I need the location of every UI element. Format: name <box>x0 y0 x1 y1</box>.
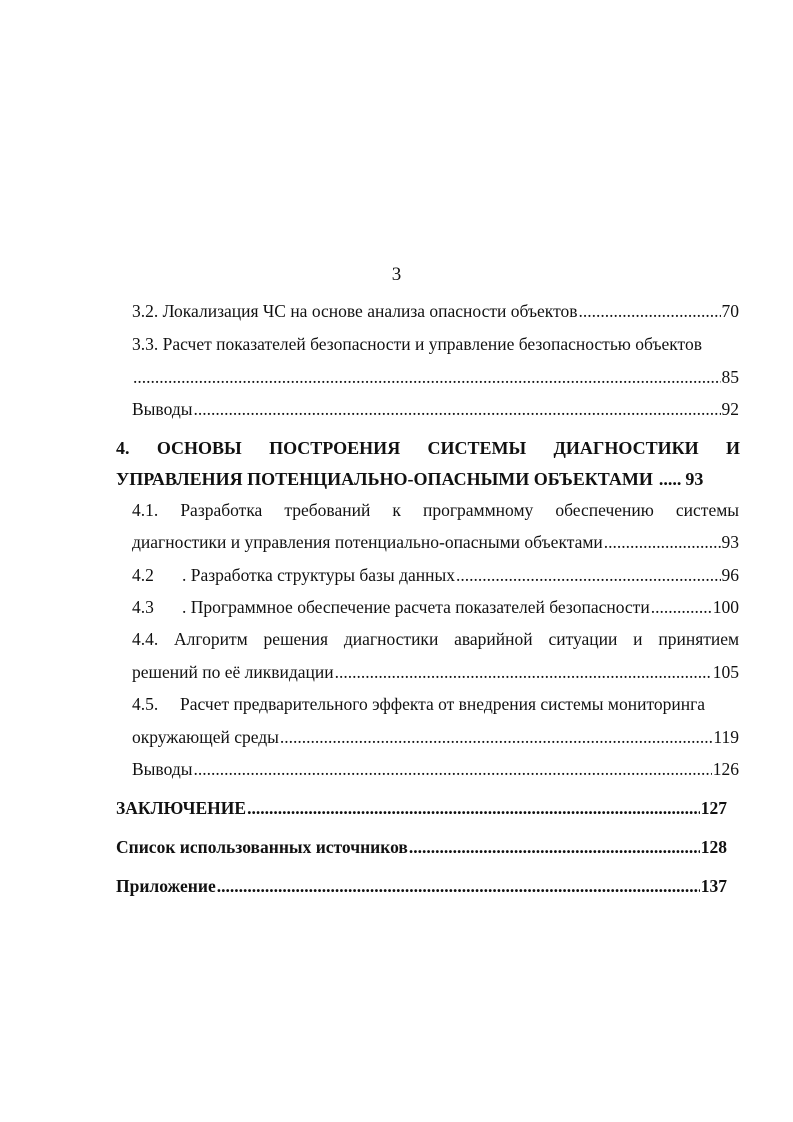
toc-entry-3-conclusions[interactable] <box>132 398 739 420</box>
toc-entry-title: решений по её ликвидации <box>132 662 334 682</box>
leader-dots <box>604 531 721 553</box>
section-title-word: программному <box>422 500 534 520</box>
toc-page-number: 70 <box>721 301 739 321</box>
toc-page-number: 93 <box>685 469 704 489</box>
toc-entry-3-3-line2[interactable] <box>132 366 739 388</box>
section-title-word: принятием <box>658 629 740 649</box>
toc-page-number: 85 <box>721 367 739 387</box>
toc-entry-title: . Программное обеспечение расчета показателей безопасности <box>182 597 650 617</box>
toc-page-number: 119 <box>713 727 739 747</box>
section-number: 4.5. <box>132 694 159 714</box>
toc-page-number: 100 <box>712 597 739 617</box>
toc-entry-4-4-line1[interactable] <box>132 628 739 650</box>
toc-entry-title: ЗАКЛЮЧЕНИЕ <box>116 798 247 818</box>
toc-entry-4-1-line1[interactable] <box>132 499 739 521</box>
leader-dots <box>651 596 712 618</box>
toc-entry-4-5-line1[interactable] <box>132 693 739 715</box>
page-number: 3 <box>391 264 402 285</box>
leader-dots <box>193 398 720 420</box>
toc-entry-title: Выводы <box>132 759 193 779</box>
section-number: 4.2 <box>132 565 154 585</box>
toc-entry-4-4-line2[interactable] <box>132 661 739 683</box>
leader-dots <box>579 300 721 322</box>
toc-entry-title: . Разработка структуры базы данных <box>182 565 455 585</box>
chapter-title-word: ДИАГНОСТИКИ <box>553 438 699 458</box>
leader-dots <box>280 726 712 748</box>
toc-page-number: 137 <box>700 876 727 896</box>
toc-entry-title: 3.2. Локализация ЧС на основе анализа опасности объектов <box>132 301 578 321</box>
leader-dots <box>247 797 700 819</box>
toc-page-number: 96 <box>721 565 739 585</box>
section-number: 4.1. <box>132 500 159 520</box>
leader-dots: ..... <box>658 469 682 489</box>
toc-entry-4-5-line2[interactable] <box>132 726 739 748</box>
chapter-title-word: ОСНОВЫ <box>156 438 242 458</box>
leader-dots <box>409 836 700 858</box>
section-title-word: диагностики <box>343 629 439 649</box>
section-title-word: и <box>633 629 643 649</box>
toc-entry-title: Расчет предварительного эффекта от внедрения системы мониторинга <box>180 694 706 714</box>
section-title-word: системы <box>675 500 740 520</box>
leader-dots <box>217 875 700 897</box>
chapter-title-word: ПОСТРОЕНИЯ <box>269 438 401 458</box>
toc-entry-4-3[interactable] <box>132 596 739 618</box>
toc-page-number: 127 <box>700 798 727 818</box>
toc-page-number: 92 <box>721 399 739 419</box>
section-title-word: к <box>392 500 401 520</box>
section-title-word: решения <box>263 629 329 649</box>
toc-chapter-4-line2[interactable] <box>116 468 703 490</box>
chapter-number: 4. <box>116 438 130 458</box>
toc-entry-4-2[interactable] <box>132 564 739 586</box>
toc-entry-title: 3.3. Расчет показателей безопасности и управление безопасностью объектов <box>132 334 702 354</box>
leader-dots <box>133 366 721 388</box>
section-number: 4.3 <box>132 597 154 617</box>
leader-dots <box>193 758 711 780</box>
toc-entry-title: Выводы <box>132 399 193 419</box>
toc-entry-4-1-line2[interactable] <box>132 531 739 553</box>
toc-page-number: 105 <box>712 662 739 682</box>
section-title-word: требований <box>284 500 371 520</box>
chapter-title: УПРАВЛЕНИЯ ПОТЕНЦИАЛЬНО-ОПАСНЫМИ ОБЪЕКТАМИ <box>116 469 653 489</box>
toc-entry-title: Список использованных источников <box>116 837 408 857</box>
toc-entry-title: диагностики и управления потенциально-опасными объектами <box>132 532 603 552</box>
section-number: 4.4. <box>132 629 159 649</box>
section-title-word: Разработка <box>180 500 263 520</box>
toc-entry-4-conclusions[interactable] <box>132 758 739 780</box>
toc-entry-3-2[interactable] <box>132 300 739 322</box>
chapter-title-word: СИСТЕМЫ <box>427 438 527 458</box>
toc-page-number: 93 <box>721 532 739 552</box>
toc-entry-appendix[interactable] <box>116 875 727 897</box>
toc-entry-title: Приложение <box>116 876 216 896</box>
section-title-word: ситуации <box>548 629 618 649</box>
chapter-title-word: И <box>725 438 740 458</box>
leader-dots <box>335 661 712 683</box>
section-title-word: аварийной <box>454 629 533 649</box>
section-title-word: обеспечению <box>555 500 654 520</box>
toc-entry-references[interactable] <box>116 836 727 858</box>
toc-page-number: 126 <box>712 759 739 779</box>
leader-dots <box>456 564 721 586</box>
section-title-word: Алгоритм <box>174 629 248 649</box>
toc-page-number: 128 <box>700 837 727 857</box>
toc-entry-3-3-line1[interactable] <box>132 333 739 355</box>
toc-chapter-4-line1[interactable] <box>116 437 740 459</box>
toc-entry-conclusion[interactable] <box>116 797 727 819</box>
toc-entry-title: окружающей среды <box>132 727 279 747</box>
